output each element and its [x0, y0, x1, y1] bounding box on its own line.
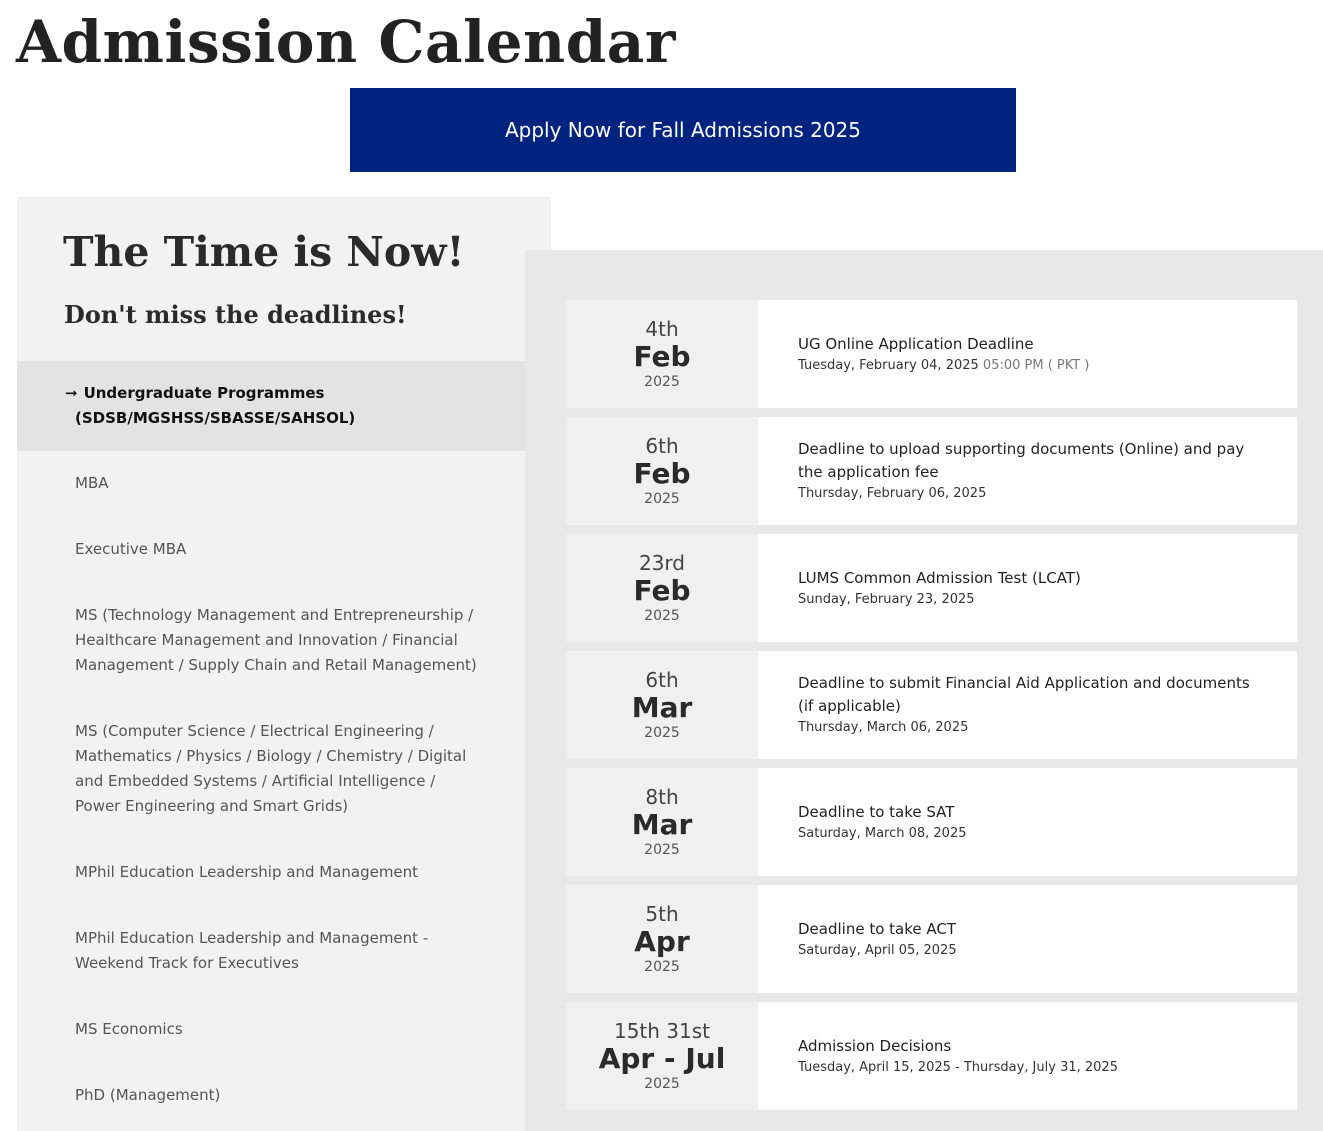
programme-list	[17, 361, 525, 1131]
arrow-right-icon: ➞	[65, 384, 78, 402]
apply-now-button[interactable]: Apply Now for Fall Admissions 2025	[350, 88, 1016, 172]
event-row	[566, 534, 1297, 642]
event-row	[566, 1002, 1297, 1110]
event-full-date	[798, 356, 1257, 376]
event-day: 4th	[645, 317, 679, 341]
programme-label: MPhil Education Leadership and Management - Weekend Track for Executives	[75, 929, 429, 972]
programme-item-ms-economics[interactable]	[17, 1017, 525, 1042]
event-title: Deadline to take SAT	[798, 802, 955, 821]
event-date-box	[566, 651, 758, 759]
event-title: LUMS Common Admission Test (LCAT)	[798, 568, 1081, 587]
event-year: 2025	[644, 374, 680, 390]
event-info	[758, 651, 1297, 759]
event-info	[758, 417, 1297, 525]
programme-item-executive-mba[interactable]	[17, 537, 525, 562]
event-date-text: Saturday, April 05, 2025	[798, 942, 957, 958]
event-title: Deadline to take ACT	[798, 919, 957, 938]
event-row	[566, 417, 1297, 525]
event-row	[566, 885, 1297, 993]
deadline-sidebar	[17, 197, 551, 1131]
event-month: Feb	[633, 457, 691, 490]
event-date-box	[566, 885, 758, 993]
event-title: UG Online Application Deadline	[798, 334, 1034, 353]
event-info	[758, 885, 1297, 993]
event-date-box	[566, 417, 758, 525]
event-date-text: Tuesday, April 15, 2025 - Thursday, July 31, 2025	[798, 1059, 1118, 1075]
events-panel	[525, 250, 1323, 1131]
event-row	[566, 300, 1297, 408]
programme-item-phd-management[interactable]	[17, 1083, 525, 1108]
event-month: Feb	[633, 574, 691, 607]
event-year: 2025	[644, 608, 680, 624]
sidebar-subheading: Don't miss the deadlines!	[64, 300, 407, 329]
programme-item-mba[interactable]	[17, 471, 525, 496]
event-day: 23rd	[638, 551, 685, 575]
programme-label: MPhil Education Leadership and Management	[75, 863, 419, 881]
event-date-box	[566, 534, 758, 642]
event-day: 6th	[645, 668, 679, 692]
programme-label: MS Economics	[75, 1020, 183, 1038]
programme-item-undergraduate[interactable]	[17, 361, 525, 451]
event-date-text: Thursday, March 06, 2025	[798, 720, 969, 735]
event-title: Deadline to upload supporting documents (Online) and pay the application fee	[798, 440, 1245, 481]
event-year: 2025	[644, 842, 680, 858]
programme-label: PhD (Management)	[75, 1086, 221, 1104]
page-title: Admission Calendar	[16, 8, 676, 76]
event-date-text: Saturday, March 08, 2025	[798, 825, 967, 841]
programme-label: MS (Computer Science / Electrical Engineering / Mathematics / Physics / Biology / Chemistry / Digital and Embedded Systems / Artificial Intelligence / Power Engineering and Smart Grids)	[75, 722, 467, 815]
event-info	[758, 1002, 1297, 1110]
event-day: 6th	[645, 434, 679, 458]
event-year: 2025	[644, 491, 680, 507]
event-year: 2025	[644, 1076, 680, 1092]
programme-label: MS (Technology Management and Entrepreneurship / Healthcare Management and Innovation / Financial Management / Supply Chain and Retail Management)	[75, 606, 477, 674]
event-day: 15th 31st	[613, 1019, 711, 1043]
event-date-box	[566, 768, 758, 876]
event-day: 5th	[645, 902, 679, 926]
programme-item-ms-science-engineering[interactable]	[17, 719, 525, 819]
sidebar-heading: The Time is Now!	[63, 228, 465, 276]
event-month: Apr	[634, 925, 690, 958]
event-info	[758, 300, 1297, 408]
programme-item-mphil-education-weekend[interactable]	[17, 926, 525, 976]
event-month: Feb	[633, 340, 691, 373]
event-month: Apr - Jul	[598, 1042, 726, 1075]
programme-label: Executive MBA	[75, 540, 187, 558]
event-month: Mar	[631, 691, 693, 724]
event-title: Admission Decisions	[798, 1036, 952, 1055]
event-date-box	[566, 300, 758, 408]
event-info	[758, 768, 1297, 876]
event-info	[758, 534, 1297, 642]
event-date-box	[566, 1002, 758, 1110]
event-day: 8th	[645, 785, 679, 809]
programme-item-ms-management[interactable]	[17, 603, 525, 678]
programme-item-mphil-education[interactable]	[17, 860, 525, 885]
event-row	[566, 651, 1297, 759]
event-date-text: Tuesday, February 04, 2025	[798, 357, 979, 373]
event-title: Deadline to submit Financial Aid Application and documents (if applicable)	[798, 674, 1250, 715]
event-date-text: Thursday, February 06, 2025	[798, 486, 987, 501]
event-row	[566, 768, 1297, 876]
programme-label: Undergraduate Programmes (SDSB/MGSHSS/SBASSE/SAHSOL)	[75, 384, 356, 427]
event-year: 2025	[644, 725, 680, 741]
programme-label: MBA	[75, 474, 109, 492]
event-year: 2025	[644, 959, 680, 975]
event-month: Mar	[631, 808, 693, 841]
event-time: 05:00 PM ( PKT )	[982, 357, 1090, 373]
event-date-text: Sunday, February 23, 2025	[798, 591, 975, 607]
